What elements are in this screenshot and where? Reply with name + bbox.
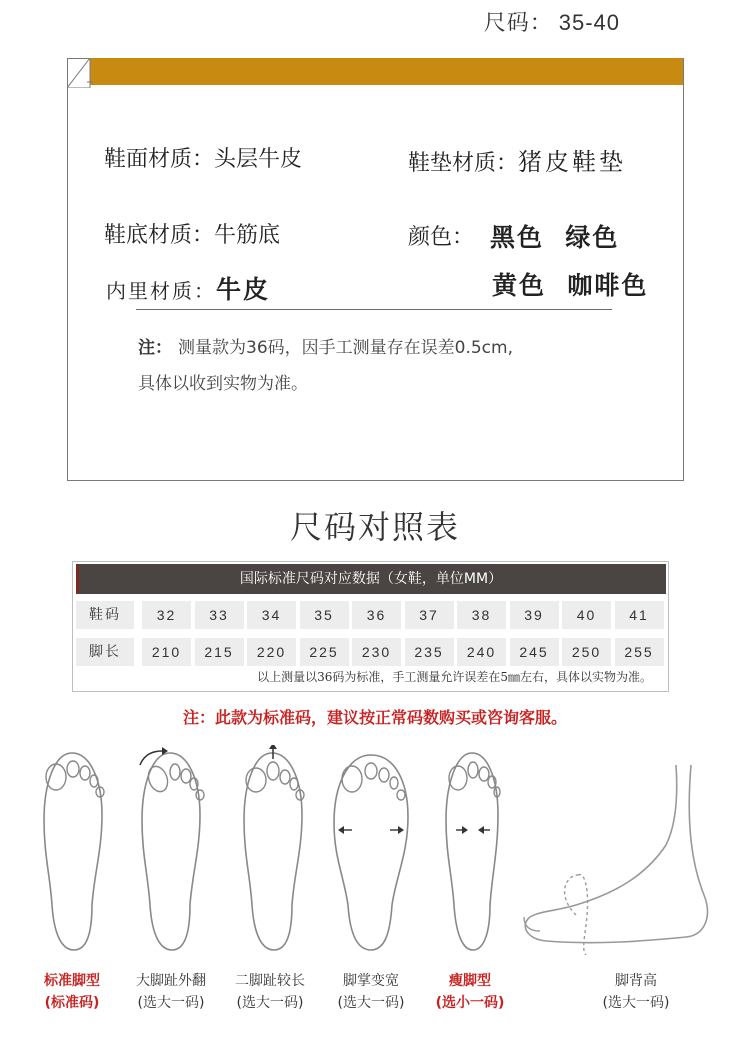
foot-caption-high-instep-line1: 脚背高 bbox=[615, 973, 657, 989]
high-instep-icon bbox=[516, 745, 726, 955]
size-table-footnote: 以上测量以36码为标准，手工测量允许误差在5㎜左右，具体以实物为准。 bbox=[257, 670, 652, 684]
foot-caption-standard bbox=[22, 970, 122, 1014]
length-cell: 250 bbox=[562, 638, 611, 666]
row-label-size: 鞋码 bbox=[76, 601, 134, 629]
size-cell: 32 bbox=[142, 601, 191, 629]
foot-caption-wide bbox=[321, 970, 421, 1014]
size-cell: 36 bbox=[352, 601, 401, 629]
spec-insole-label: 鞋垫材质： bbox=[408, 151, 519, 176]
size-cell: 38 bbox=[457, 601, 506, 629]
spec-lining bbox=[106, 270, 270, 306]
size-cell: 37 bbox=[405, 601, 454, 629]
size-chart-title: 尺码对照表 bbox=[289, 508, 460, 546]
long-second-toe-icon bbox=[232, 745, 312, 955]
size-cell: 35 bbox=[300, 601, 349, 629]
card-divider bbox=[136, 309, 612, 310]
length-cell: 220 bbox=[247, 638, 296, 666]
row-label-length: 脚长 bbox=[76, 638, 134, 666]
foot-caption-thin-line2: (选小一码) bbox=[435, 995, 505, 1011]
size-warning: 注：此款为标准码，建议按正常码数购买或咨询客服。 bbox=[182, 708, 567, 727]
wide-sole-icon bbox=[326, 745, 416, 955]
size-cell: 34 bbox=[247, 601, 296, 629]
length-cell: 240 bbox=[457, 638, 506, 666]
spec-sole bbox=[104, 218, 280, 249]
measure-note-prefix: 注： bbox=[138, 338, 172, 358]
size-range-value: 35-40 bbox=[558, 10, 620, 35]
color-options-line1: 黑色 绿色 bbox=[490, 223, 620, 252]
measure-note-text1: 测量款为36码，因手工测量存在误差0.5cm, bbox=[178, 338, 513, 358]
length-cell: 215 bbox=[195, 638, 244, 666]
foot-caption-second-toe-line2: (选大一码) bbox=[236, 995, 304, 1011]
size-cell: 33 bbox=[195, 601, 244, 629]
length-cell: 245 bbox=[510, 638, 559, 666]
foot-caption-big-toe-line1: 大脚趾外翻 bbox=[136, 973, 206, 989]
foot-caption-big-toe bbox=[121, 970, 221, 1014]
color-options-line2: 黄色 咖啡色 bbox=[492, 271, 649, 300]
card-accent-bar bbox=[90, 58, 683, 85]
spec-upper-label: 鞋面材质： bbox=[104, 147, 215, 172]
measure-note bbox=[138, 330, 513, 402]
size-range-label: 尺码： bbox=[483, 11, 553, 36]
foot-caption-high-instep-line2: (选大一码) bbox=[602, 995, 670, 1011]
size-range bbox=[484, 6, 620, 37]
foot-caption-wide-line1: 脚掌变宽 bbox=[343, 973, 399, 989]
foot-caption-high-instep bbox=[586, 970, 686, 1014]
header-accent bbox=[76, 564, 79, 594]
spec-upper bbox=[104, 142, 302, 173]
spec-upper-value: 头层牛皮 bbox=[214, 147, 303, 172]
spec-sole-label: 鞋底材质： bbox=[104, 223, 215, 248]
foot-caption-standard-line1: 标准脚型 bbox=[44, 973, 100, 989]
foot-caption-standard-line2: (标准码) bbox=[44, 995, 100, 1011]
spec-color-line1 bbox=[490, 218, 619, 254]
spec-color-line2 bbox=[492, 266, 648, 302]
spec-sole-value: 牛筋底 bbox=[214, 223, 281, 248]
spec-insole bbox=[408, 142, 626, 177]
length-cell: 230 bbox=[352, 638, 401, 666]
spec-color-label-wrap bbox=[408, 220, 474, 251]
foot-caption-big-toe-line2: (选大一码) bbox=[137, 995, 205, 1011]
length-cell: 210 bbox=[142, 638, 191, 666]
big-toe-out-icon bbox=[130, 745, 215, 955]
spec-insole-value: 猪皮鞋垫 bbox=[518, 148, 627, 176]
size-cell: 41 bbox=[615, 601, 664, 629]
measure-note-line2: 具体以收到实物为准。 bbox=[138, 374, 308, 394]
spec-color-label: 颜色： bbox=[408, 225, 475, 250]
spec-lining-value: 牛皮 bbox=[216, 275, 271, 304]
foot-caption-wide-line2: (选大一码) bbox=[337, 995, 405, 1011]
foot-caption-thin-line1: 瘦脚型 bbox=[449, 973, 491, 989]
size-cell: 40 bbox=[562, 601, 611, 629]
foot-caption-thin bbox=[420, 970, 520, 1014]
foot-caption-second-toe bbox=[220, 970, 320, 1014]
length-cell: 255 bbox=[615, 638, 664, 666]
length-cell: 225 bbox=[300, 638, 349, 666]
standard-foot-icon bbox=[32, 745, 112, 955]
length-cell: 235 bbox=[405, 638, 454, 666]
size-cell: 39 bbox=[510, 601, 559, 629]
measure-note-line1 bbox=[138, 330, 513, 366]
size-table-header-text: 国际标准尺码对应数据（女鞋，单位MM） bbox=[239, 571, 503, 587]
thin-foot-icon bbox=[432, 745, 512, 955]
spec-lining-label: 内里材质： bbox=[106, 279, 216, 303]
foot-caption-second-toe-line1: 二脚趾较长 bbox=[235, 973, 305, 989]
size-table-header bbox=[76, 564, 666, 594]
